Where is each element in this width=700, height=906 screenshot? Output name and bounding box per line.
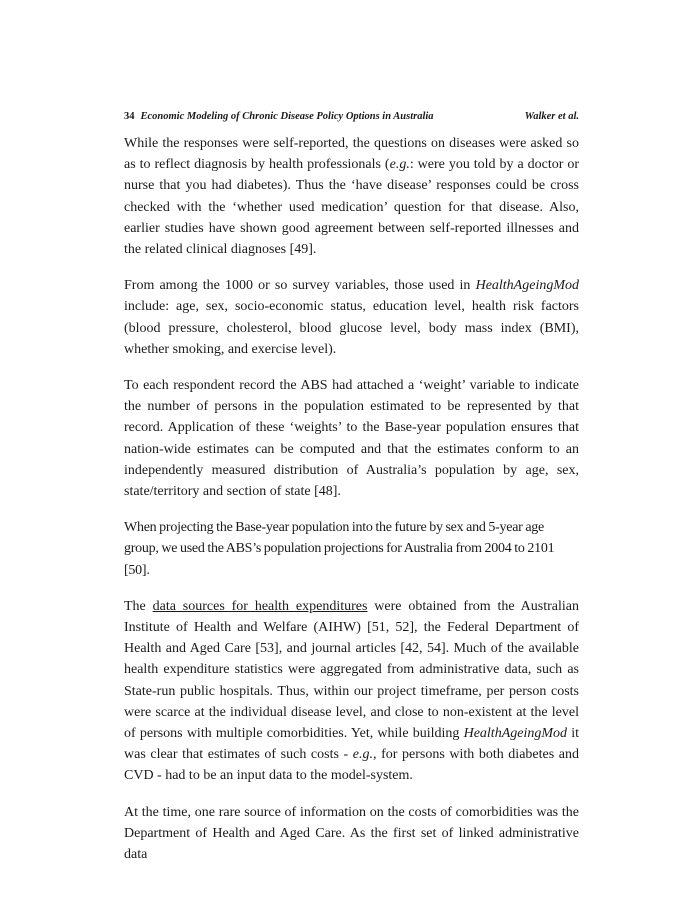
- paragraph-self-reported: [124, 133, 579, 260]
- book-title: Economic Modeling of Chronic Disease Policy Options in Australia: [140, 111, 434, 122]
- text-run: include: age, sex, socio-economic status, education level, health risk factors (blood pressure, cholesterol, blood glucose level, body mass index (BMI), whether smoking, and exercise level).: [124, 299, 579, 357]
- model-name-italic: HealthAgeingMod: [463, 726, 568, 742]
- text-run: The: [124, 598, 153, 614]
- page-number: 34: [124, 111, 135, 122]
- header-authors: Walker et al.: [524, 111, 579, 122]
- model-name-italic: HealthAgeingMod: [475, 278, 579, 294]
- text-run: for persons with both diabetes and CVD - had to be an input data to the model-system.: [124, 747, 579, 784]
- text-run: From among the 1000 or so survey variables, those used in: [124, 278, 476, 294]
- eg-italic: e.g.: [389, 157, 410, 173]
- document-page: [124, 111, 579, 880]
- eg-italic: e.g.,: [352, 747, 377, 763]
- text-run: it was clear that estimates of such costs -: [124, 726, 579, 763]
- header-left: [124, 111, 434, 122]
- paragraph-weights: To each respondent record the ABS had attached a ‘weight’ variable to indicate the number of persons in the population estimated to be represented by that record. Application of these ‘weights’ to the Base-year population ensures that nation-wide estimates can be computed and that the estimates conform to an independently measured distribution of Australia’s population by age, sex, state/territory and section of state [48].: [124, 378, 579, 500]
- text-run: While the responses were self-reported, the questions on diseases were asked so as to reflect diagnosis by health professionals (: [124, 136, 579, 173]
- text-run: : were you told by a doctor or nurse that you had diabetes). Thus the ‘have disease’ responses could be cross checked with the ‘whether used medication’ question for that disease. Also, earlier studies have shown good agreement between self-reported illnesses and the related clinical diagnoses [49].: [124, 157, 580, 258]
- text-run: were obtained from the Australian Institute of Health and Welfare (AIHW) [51, 52], the Federal Department of Health and Aged Care [53], and journal articles [42, 54]. Much of the available health expenditure statistics were aggregated from administrative data, such as State-run public hospitals. Thus, within our project timeframe, per person costs were scarce at the individual disease level, and close to non-existent at the level of persons with multiple comorbidities. Yet, while building: [124, 598, 579, 742]
- paragraph-projections: When projecting the Base-year population into the future by sex and 5-year age group, we used the ABS’s population projections for Australia from 2004 to 2101 [50].: [124, 520, 555, 578]
- paragraph-comorbidity-costs: At the time, one rare source of information on the costs of comorbidities was the Department of Health and Aged Care. As the first set of linked administrative data: [124, 804, 579, 863]
- paragraph-data-sources: [124, 596, 579, 787]
- underlined-phrase: data sources for health expenditures: [152, 598, 368, 614]
- paragraph-survey-variables: [124, 275, 579, 360]
- running-header: [124, 111, 579, 125]
